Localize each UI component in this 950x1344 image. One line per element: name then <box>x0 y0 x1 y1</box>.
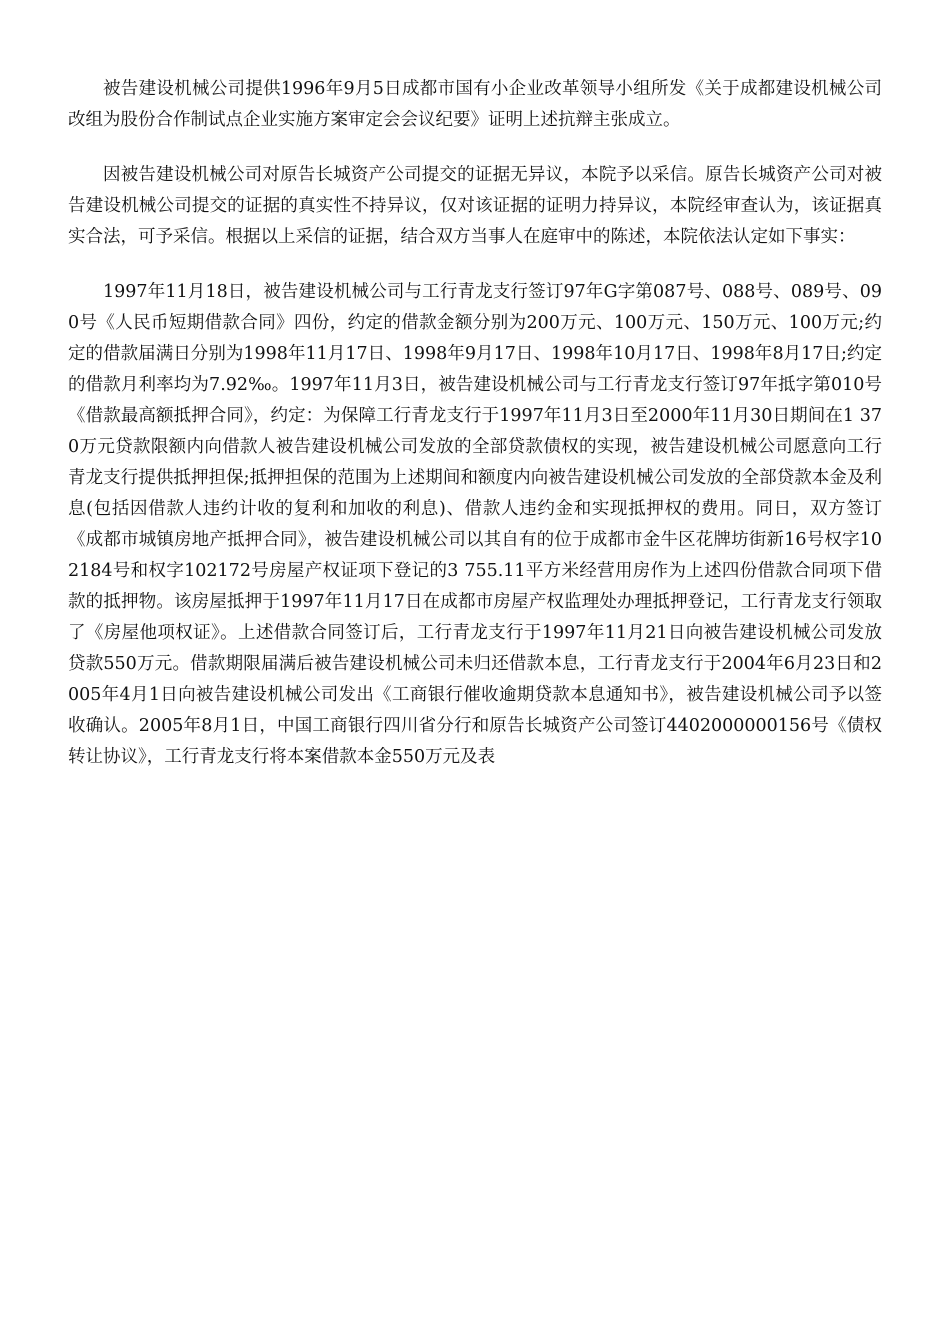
paragraph-evidence-review: 因被告建设机械公司对原告长城资产公司提交的证据无异议，本院予以采信。原告长城资产公司对被告建设机械公司提交的证据的真实性不持异议，仅对该证据的证明力持异议，本院经审查认为，该证据真实合法，可予采信。根据以上采信的证据，结合双方当事人在庭审中的陈述，本院依法认定如下事实： <box>68 165 882 247</box>
paragraph-evidence-provided: 被告建设机械公司提供1996年9月5日成都市国有小企业改革领导小组所发《关于成都建设机械公司改组为股份合作制试点企业实施方案审定会会议纪要》证明上述抗辩主张成立。 <box>68 79 882 130</box>
document-body <box>68 74 882 773</box>
paragraph-facts: 1997年11月18日，被告建设机械公司与工行青龙支行签订97年G字第087号、088号、089号、090号《人民币短期借款合同》四份，约定的借款金额分别为200万元、100万元、150万元、100万元;约定的借款届满日分别为1998年11月17日、1998年9月17日、1998年10月17日、1998年8月17日;约定的借款月利率均为7.92‰。1997年11月3日，被告建设机械公司与工行青龙支行签订97年抵字第010号《借款最高额抵押合同》，约定：为保障工行青龙支行于1997年11月3日至2000年11月30日期间在1 370万元贷款限额内向借款人被告建设机械公司发放的全部贷款债权的实现，被告建设机械公司愿意向工行青龙支行提供抵押担保;抵押担保的范围为上述期间和额度内向被告建设机械公司发放的全部贷款本金及利息(包括因借款人违约计收的复利和加收的利息)、借款人违约金和实现抵押权的费用。同日，双方签订《成都市城镇房地产抵押合同》，被告建设机械公司以其自有的位于成都市金牛区花牌坊街新16号权字102184号和权字102172号房屋产权证项下登记的3 755.11平方米经营用房作为上述四份借款合同项下借款的抵押物。该房屋抵押于1997年11月17日在成都市房屋产权监理处办理抵押登记，工行青龙支行领取了《房屋他项权证》。上述借款合同签订后，工行青龙支行于1997年11月21日向被告建设机械公司发放贷款550万元。借款期限届满后被告建设机械公司未归还借款本息，工行青龙支行于2004年6月23日和2005年4月1日向被告建设机械公司发出《工商银行催收逾期贷款本息通知书》，被告建设机械公司予以签收确认。2005年8月1日，中国工商银行四川省分行和原告长城资产公司签订4402000000156号《债权转让协议》，工行青龙支行将本案借款本金550万元及表 <box>68 282 882 767</box>
